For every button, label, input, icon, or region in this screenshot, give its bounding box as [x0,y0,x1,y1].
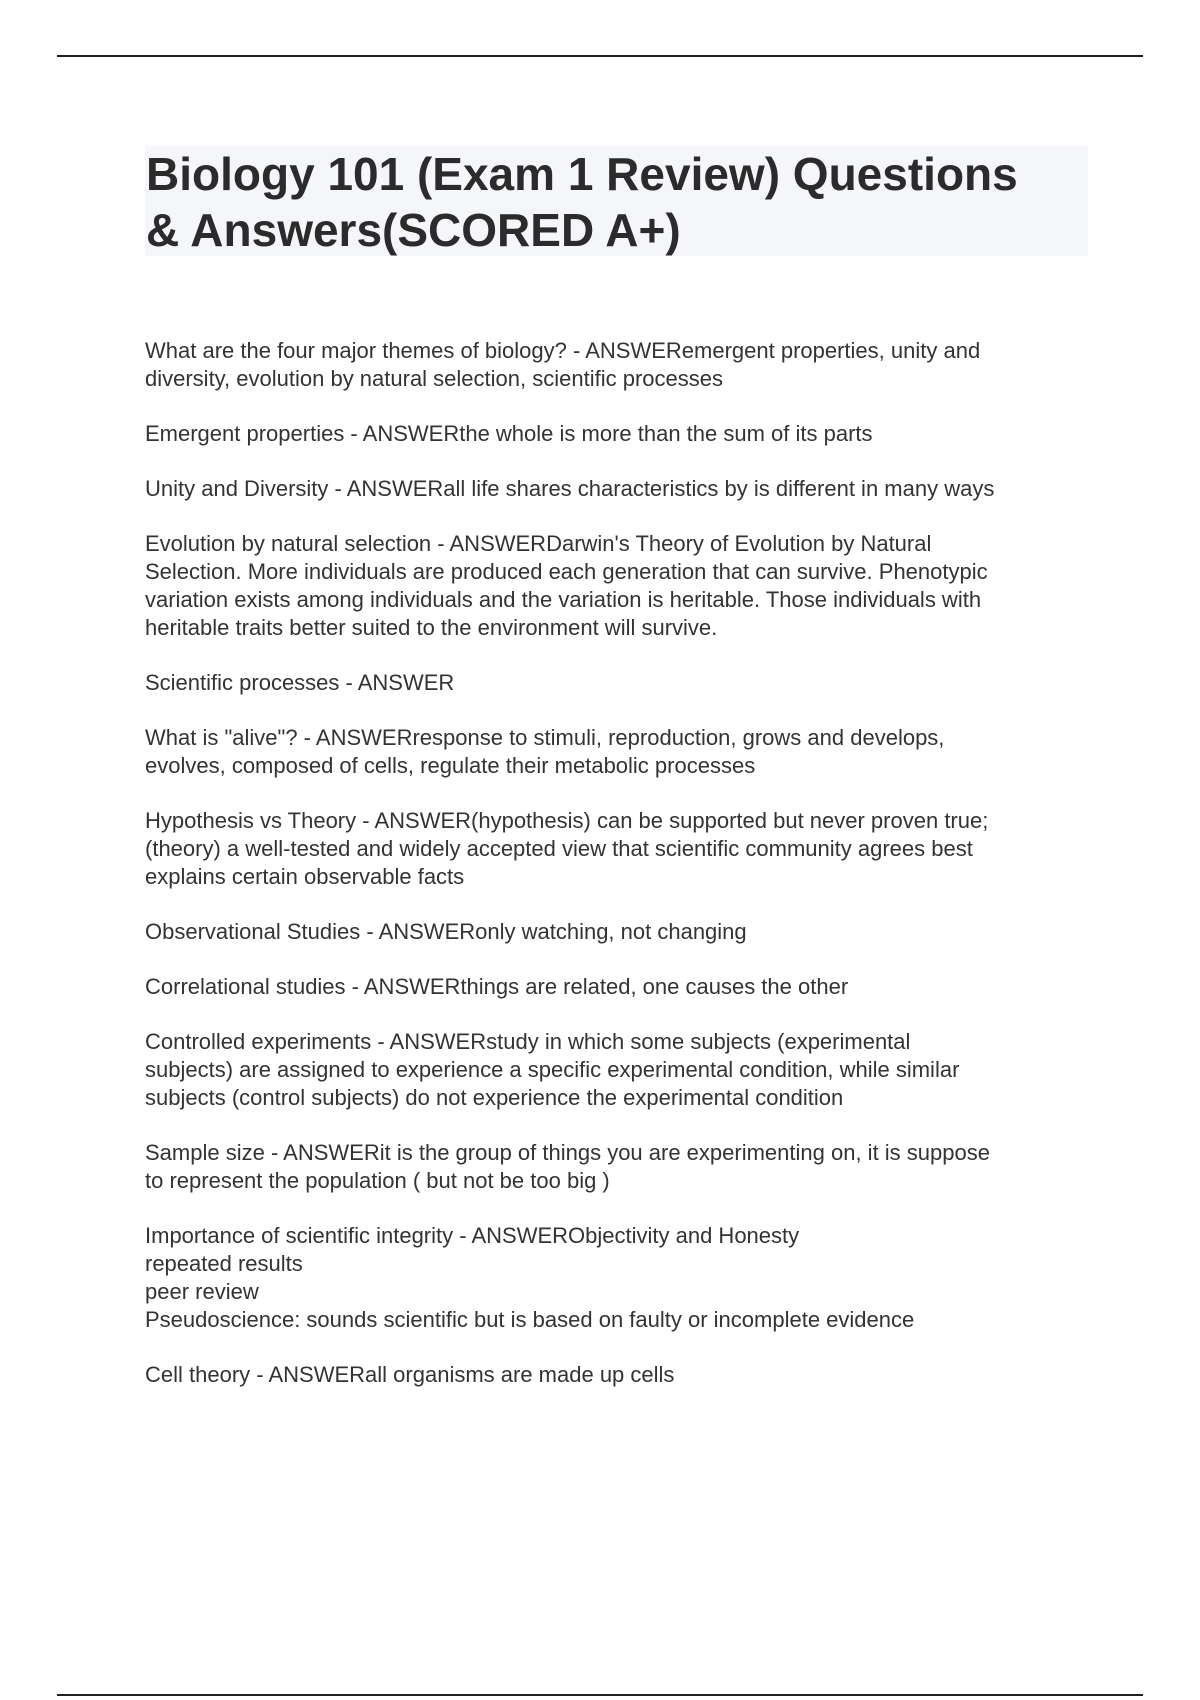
qa-entry-10: Controlled experiments - ANSWERstudy in which some subjects (experimental subjects) are assigned to experience a specific experimental condition, while similar subjects (control subjects) do not experience the experimental condition [145,1029,960,1110]
qa-entry-12: Importance of scientific integrity - ANSWERObjectivity and Honesty repeated results peer review Pseudoscience: sounds scientific but is based on faulty or incomplete evidence [145,1223,915,1332]
qa-entry-3: Unity and Diversity - ANSWERall life shares characteristics by is different in many ways [145,476,995,501]
qa-entry-6: What is "alive"? - ANSWERresponse to stimuli, reproduction, grows and develops, evolves, composed of cells, regulate their metabolic processes [145,725,945,778]
qa-entry-5: Scientific processes - ANSWER [145,670,455,695]
qa-entry-8: Observational Studies - ANSWERonly watching, not changing [145,919,747,944]
bottom-divider [57,1694,1143,1696]
qa-entry-2: Emergent properties - ANSWERthe whole is more than the sum of its parts [145,421,873,446]
qa-entry-13: Cell theory - ANSWERall organisms are made up cells [145,1362,675,1387]
qa-entry-9: Correlational studies - ANSWERthings are related, one causes the other [145,974,849,999]
top-divider [57,55,1143,57]
document-title: Biology 101 (Exam 1 Review) Questions & Answers(SCORED A+) [146,148,1018,256]
qa-list [145,337,1095,1416]
qa-entry-7: Hypothesis vs Theory - ANSWER(hypothesis) can be supported but never proven true; (theory) a well-tested and widely accepted view that scientific community agrees best explains certain observable facts [145,808,989,889]
title-block [145,146,1088,256]
qa-entry-1: What are the four major themes of biology? - ANSWERemergent properties, unity and diversity, evolution by natural selection, scientific processes [145,338,981,391]
qa-entry-4: Evolution by natural selection - ANSWERDarwin's Theory of Evolution by Natural Selection. More individuals are produced each generation that can survive. Phenotypic variation exists among individuals and the variation is heritable. Those individuals with heritable traits better suited to the environment will survive. [145,531,988,640]
qa-entry-11: Sample size - ANSWERit is the group of things you are experimenting on, it is suppose to represent the population ( but not be too big ) [145,1140,990,1193]
